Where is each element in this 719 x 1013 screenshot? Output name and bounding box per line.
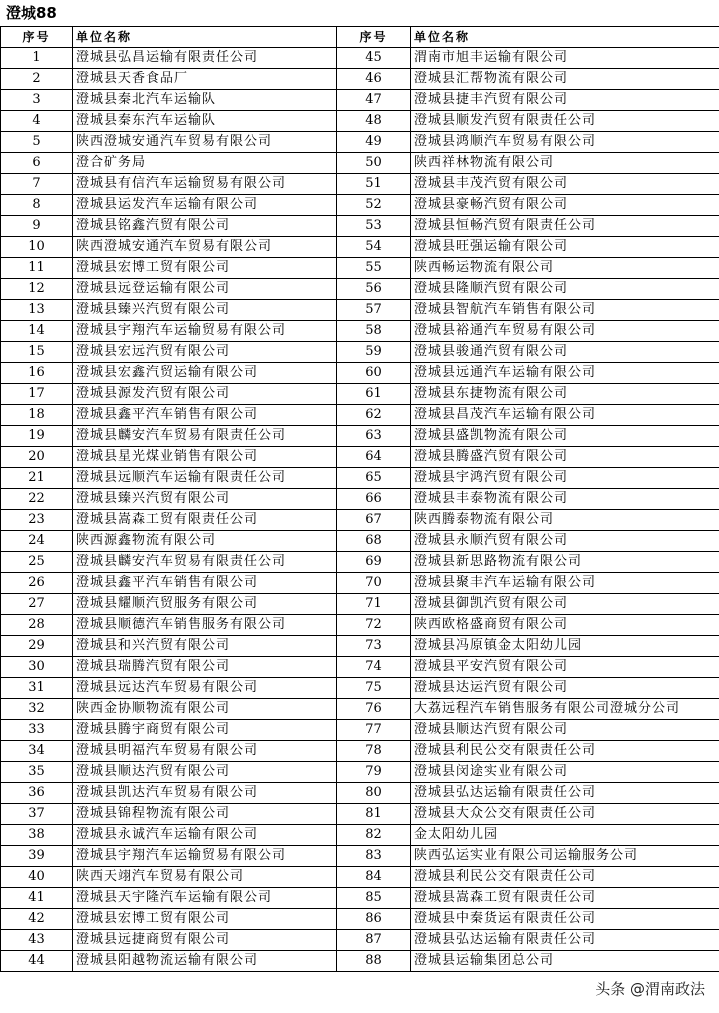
row-number-right: 84 bbox=[337, 867, 411, 888]
company-name-right: 渭南市旭丰运输有限公司 bbox=[411, 48, 719, 69]
table-row bbox=[1, 48, 719, 69]
company-name-right: 澄城县闵途实业有限公司 bbox=[411, 762, 719, 783]
row-number-right: 73 bbox=[337, 636, 411, 657]
row-number-right: 75 bbox=[337, 678, 411, 699]
company-name-right: 澄城县智航汽车销售有限公司 bbox=[411, 300, 719, 321]
row-number-left: 7 bbox=[1, 174, 73, 195]
row-number-left: 28 bbox=[1, 615, 73, 636]
row-number-right: 83 bbox=[337, 846, 411, 867]
company-name-right: 澄城县顺达汽贸有限公司 bbox=[411, 720, 719, 741]
row-number-left: 21 bbox=[1, 468, 73, 489]
row-number-right: 51 bbox=[337, 174, 411, 195]
company-name-left: 陕西金协顺物流有限公司 bbox=[73, 699, 337, 720]
row-number-right: 62 bbox=[337, 405, 411, 426]
table-row bbox=[1, 174, 719, 195]
row-number-right: 47 bbox=[337, 90, 411, 111]
company-name-right: 澄城县骏通汽贸有限公司 bbox=[411, 342, 719, 363]
table-row bbox=[1, 867, 719, 888]
company-name-left: 澄城县永诚汽车运输有限公司 bbox=[73, 825, 337, 846]
row-number-right: 74 bbox=[337, 657, 411, 678]
company-name-right: 澄城县聚丰汽车运输有限公司 bbox=[411, 573, 719, 594]
company-name-left: 澄城县麟安汽车贸易有限责任公司 bbox=[73, 426, 337, 447]
company-name-right: 澄城县御凯汽贸有限公司 bbox=[411, 594, 719, 615]
table-row bbox=[1, 510, 719, 531]
company-name-right: 澄城县东捷物流有限公司 bbox=[411, 384, 719, 405]
row-number-right: 45 bbox=[337, 48, 411, 69]
row-number-right: 53 bbox=[337, 216, 411, 237]
company-name-left: 澄城县臻兴汽贸有限公司 bbox=[73, 489, 337, 510]
row-number-left: 12 bbox=[1, 279, 73, 300]
row-number-left: 25 bbox=[1, 552, 73, 573]
company-name-right: 澄城县顺发汽贸有限责任公司 bbox=[411, 111, 719, 132]
company-name-right: 陕西弘运实业有限公司运输服务公司 bbox=[411, 846, 719, 867]
table-row bbox=[1, 90, 719, 111]
company-name-right: 陕西欧格盛商贸有限公司 bbox=[411, 615, 719, 636]
row-number-left: 39 bbox=[1, 846, 73, 867]
company-name-right: 澄城县鸿顺汽车贸易有限公司 bbox=[411, 132, 719, 153]
table-row bbox=[1, 279, 719, 300]
company-name-left: 澄城县秦北汽车运输队 bbox=[73, 90, 337, 111]
company-name-left: 澄城县远达汽车贸易有限公司 bbox=[73, 678, 337, 699]
company-name-left: 澄城县凯达汽车贸易有限公司 bbox=[73, 783, 337, 804]
company-name-right: 澄城县达运汽贸有限公司 bbox=[411, 678, 719, 699]
row-number-right: 50 bbox=[337, 153, 411, 174]
company-name-right: 澄城县隆顺汽贸有限公司 bbox=[411, 279, 719, 300]
row-number-right: 46 bbox=[337, 69, 411, 90]
company-name-right: 澄城县裕通汽车贸易有限公司 bbox=[411, 321, 719, 342]
table-row bbox=[1, 489, 719, 510]
row-number-left: 1 bbox=[1, 48, 73, 69]
company-name-left: 澄城县秦东汽车运输队 bbox=[73, 111, 337, 132]
row-number-left: 33 bbox=[1, 720, 73, 741]
company-name-left: 澄城县锦程物流有限公司 bbox=[73, 804, 337, 825]
company-name-left: 澄城县耀顺汽贸服务有限公司 bbox=[73, 594, 337, 615]
company-name-left: 澄城县腾宇商贸有限公司 bbox=[73, 720, 337, 741]
company-name-right: 澄城县弘达运输有限责任公司 bbox=[411, 930, 719, 951]
row-number-right: 80 bbox=[337, 783, 411, 804]
row-number-right: 67 bbox=[337, 510, 411, 531]
row-number-right: 54 bbox=[337, 237, 411, 258]
company-name-left: 澄城县宏远汽贸有限公司 bbox=[73, 342, 337, 363]
table-row bbox=[1, 405, 719, 426]
row-number-right: 79 bbox=[337, 762, 411, 783]
company-name-right: 澄城县宇鸿汽贸有限公司 bbox=[411, 468, 719, 489]
company-name-left: 陕西澄城安通汽车贸易有限公司 bbox=[73, 132, 337, 153]
company-name-right: 澄城县昌茂汽车运输有限公司 bbox=[411, 405, 719, 426]
company-name-right: 澄城县利民公交有限责任公司 bbox=[411, 741, 719, 762]
row-number-left: 16 bbox=[1, 363, 73, 384]
row-number-right: 55 bbox=[337, 258, 411, 279]
row-number-left: 19 bbox=[1, 426, 73, 447]
company-name-right: 澄城县运输集团总公司 bbox=[411, 951, 719, 972]
company-name-left: 澄城县运发汽车运输有限公司 bbox=[73, 195, 337, 216]
row-number-left: 27 bbox=[1, 594, 73, 615]
table-row bbox=[1, 804, 719, 825]
table-row bbox=[1, 447, 719, 468]
company-name-left: 陕西源鑫物流有限公司 bbox=[73, 531, 337, 552]
company-name-right: 澄城县中秦货运有限责任公司 bbox=[411, 909, 719, 930]
row-number-left: 11 bbox=[1, 258, 73, 279]
header-row bbox=[1, 27, 719, 48]
row-number-right: 69 bbox=[337, 552, 411, 573]
row-number-left: 8 bbox=[1, 195, 73, 216]
table-row bbox=[1, 573, 719, 594]
company-name-right: 澄城县远通汽车运输有限公司 bbox=[411, 363, 719, 384]
company-name-left: 澄城县天香食品厂 bbox=[73, 69, 337, 90]
table-row bbox=[1, 720, 719, 741]
table-row bbox=[1, 342, 719, 363]
table-row bbox=[1, 363, 719, 384]
header-name-right: 单位名称 bbox=[411, 27, 719, 48]
row-number-left: 26 bbox=[1, 573, 73, 594]
company-name-left: 澄城县星光煤业销售有限公司 bbox=[73, 447, 337, 468]
company-name-left: 澄城县远登运输有限公司 bbox=[73, 279, 337, 300]
table-row bbox=[1, 636, 719, 657]
company-name-left: 澄城县远顺汽车运输有限责任公司 bbox=[73, 468, 337, 489]
table-row bbox=[1, 930, 719, 951]
company-name-left: 澄城县明福汽车贸易有限公司 bbox=[73, 741, 337, 762]
row-number-right: 76 bbox=[337, 699, 411, 720]
company-name-left: 澄城县阳越物流运输有限公司 bbox=[73, 951, 337, 972]
table-row bbox=[1, 237, 719, 258]
row-number-left: 31 bbox=[1, 678, 73, 699]
row-number-right: 86 bbox=[337, 909, 411, 930]
company-name-right: 金太阳幼儿园 bbox=[411, 825, 719, 846]
table-row bbox=[1, 951, 719, 972]
company-name-left: 澄城县顺德汽车销售服务有限公司 bbox=[73, 615, 337, 636]
company-name-left: 澄城县宏博工贸有限公司 bbox=[73, 258, 337, 279]
company-name-right: 澄城县腾盛汽贸有限公司 bbox=[411, 447, 719, 468]
row-number-left: 10 bbox=[1, 237, 73, 258]
company-name-left: 澄城县嵩森工贸有限责任公司 bbox=[73, 510, 337, 531]
row-number-right: 58 bbox=[337, 321, 411, 342]
company-name-left: 澄城县麟安汽车贸易有限责任公司 bbox=[73, 552, 337, 573]
company-name-left: 澄城县弘昌运输有限责任公司 bbox=[73, 48, 337, 69]
row-number-left: 32 bbox=[1, 699, 73, 720]
company-name-right: 陕西祥林物流有限公司 bbox=[411, 153, 719, 174]
header-no-left: 序号 bbox=[1, 27, 73, 48]
row-number-right: 59 bbox=[337, 342, 411, 363]
company-name-left: 澄城县铭鑫汽贸有限公司 bbox=[73, 216, 337, 237]
company-name-left: 澄城县宏博工贸有限公司 bbox=[73, 909, 337, 930]
row-number-left: 30 bbox=[1, 657, 73, 678]
company-name-right: 澄城县平安汽贸有限公司 bbox=[411, 657, 719, 678]
company-name-right: 大荔远程汽车销售服务有限公司澄城分公司 bbox=[411, 699, 719, 720]
row-number-right: 52 bbox=[337, 195, 411, 216]
row-number-left: 9 bbox=[1, 216, 73, 237]
company-name-right: 澄城县盛凯物流有限公司 bbox=[411, 426, 719, 447]
company-name-right: 澄城县丰茂汽贸有限公司 bbox=[411, 174, 719, 195]
company-name-right: 澄城县旺强运输有限公司 bbox=[411, 237, 719, 258]
table-row bbox=[1, 909, 719, 930]
row-number-left: 18 bbox=[1, 405, 73, 426]
row-number-right: 82 bbox=[337, 825, 411, 846]
table-row bbox=[1, 300, 719, 321]
company-name-left: 澄城县瑞腾汽贸有限公司 bbox=[73, 657, 337, 678]
row-number-left: 22 bbox=[1, 489, 73, 510]
row-number-left: 37 bbox=[1, 804, 73, 825]
company-name-left: 陕西澄城安通汽车贸易有限公司 bbox=[73, 237, 337, 258]
company-name-right: 澄城县冯原镇金太阳幼儿园 bbox=[411, 636, 719, 657]
table-row bbox=[1, 384, 719, 405]
company-name-left: 澄城县源发汽贸有限公司 bbox=[73, 384, 337, 405]
row-number-left: 13 bbox=[1, 300, 73, 321]
table-row bbox=[1, 594, 719, 615]
row-number-right: 66 bbox=[337, 489, 411, 510]
row-number-right: 88 bbox=[337, 951, 411, 972]
company-name-right: 澄城县捷丰汽贸有限公司 bbox=[411, 90, 719, 111]
table-row bbox=[1, 678, 719, 699]
row-number-left: 44 bbox=[1, 951, 73, 972]
company-name-left: 澄城县臻兴汽贸有限公司 bbox=[73, 300, 337, 321]
row-number-right: 65 bbox=[337, 468, 411, 489]
row-number-left: 34 bbox=[1, 741, 73, 762]
row-number-right: 60 bbox=[337, 363, 411, 384]
company-name-left: 澄城县顺达汽贸有限公司 bbox=[73, 762, 337, 783]
row-number-left: 24 bbox=[1, 531, 73, 552]
company-name-right: 澄城县永顺汽贸有限公司 bbox=[411, 531, 719, 552]
header-no-right: 序号 bbox=[337, 27, 411, 48]
row-number-right: 78 bbox=[337, 741, 411, 762]
table-row bbox=[1, 552, 719, 573]
table-row bbox=[1, 741, 719, 762]
row-number-left: 17 bbox=[1, 384, 73, 405]
company-name-right: 澄城县利民公交有限责任公司 bbox=[411, 867, 719, 888]
row-number-left: 38 bbox=[1, 825, 73, 846]
company-name-left: 澄城县天宇隆汽车运输有限公司 bbox=[73, 888, 337, 909]
row-number-right: 56 bbox=[337, 279, 411, 300]
row-number-right: 68 bbox=[337, 531, 411, 552]
table-row bbox=[1, 825, 719, 846]
row-number-left: 29 bbox=[1, 636, 73, 657]
row-number-left: 2 bbox=[1, 69, 73, 90]
row-number-right: 61 bbox=[337, 384, 411, 405]
row-number-left: 23 bbox=[1, 510, 73, 531]
row-number-right: 87 bbox=[337, 930, 411, 951]
row-number-left: 14 bbox=[1, 321, 73, 342]
company-name-left: 澄城县远捷商贸有限公司 bbox=[73, 930, 337, 951]
row-number-left: 6 bbox=[1, 153, 73, 174]
company-name-right: 澄城县豪畅汽贸有限公司 bbox=[411, 195, 719, 216]
table-row bbox=[1, 69, 719, 90]
row-number-right: 49 bbox=[337, 132, 411, 153]
table-row bbox=[1, 216, 719, 237]
row-number-right: 48 bbox=[337, 111, 411, 132]
table-row bbox=[1, 615, 719, 636]
company-name-left: 澄城县和兴汽贸有限公司 bbox=[73, 636, 337, 657]
table-row bbox=[1, 468, 719, 489]
table-row bbox=[1, 426, 719, 447]
row-number-left: 42 bbox=[1, 909, 73, 930]
company-name-right: 澄城县新思路物流有限公司 bbox=[411, 552, 719, 573]
table-row bbox=[1, 111, 719, 132]
watermark: 头条 @渭南政法 bbox=[595, 980, 705, 998]
company-name-left: 澄城县有信汽车运输贸易有限公司 bbox=[73, 174, 337, 195]
row-number-left: 4 bbox=[1, 111, 73, 132]
company-name-right: 澄城县丰泰物流有限公司 bbox=[411, 489, 719, 510]
row-number-right: 71 bbox=[337, 594, 411, 615]
company-name-left: 澄城县宏鑫汽贸运输有限公司 bbox=[73, 363, 337, 384]
company-name-right: 澄城县弘达运输有限责任公司 bbox=[411, 783, 719, 804]
company-name-right: 澄城县汇帮物流有限公司 bbox=[411, 69, 719, 90]
header-name-left: 单位名称 bbox=[73, 27, 337, 48]
table-row bbox=[1, 321, 719, 342]
row-number-left: 3 bbox=[1, 90, 73, 111]
table-row bbox=[1, 762, 719, 783]
row-number-left: 40 bbox=[1, 867, 73, 888]
company-name-right: 澄城县大众公交有限责任公司 bbox=[411, 804, 719, 825]
company-name-right: 陕西畅运物流有限公司 bbox=[411, 258, 719, 279]
company-name-left: 澄城县鑫平汽车销售有限公司 bbox=[73, 573, 337, 594]
table-row bbox=[1, 258, 719, 279]
table-row bbox=[1, 657, 719, 678]
row-number-left: 20 bbox=[1, 447, 73, 468]
company-table bbox=[0, 26, 719, 972]
row-number-right: 70 bbox=[337, 573, 411, 594]
table-row bbox=[1, 153, 719, 174]
table-row bbox=[1, 195, 719, 216]
row-number-left: 41 bbox=[1, 888, 73, 909]
company-name-right: 澄城县嵩森工贸有限责任公司 bbox=[411, 888, 719, 909]
row-number-right: 64 bbox=[337, 447, 411, 468]
sheet-title: 澄城88 bbox=[6, 4, 57, 22]
table-row bbox=[1, 783, 719, 804]
row-number-right: 63 bbox=[337, 426, 411, 447]
company-name-right: 陕西腾泰物流有限公司 bbox=[411, 510, 719, 531]
company-name-left: 澄城县鑫平汽车销售有限公司 bbox=[73, 405, 337, 426]
table-body bbox=[1, 48, 719, 972]
table-row bbox=[1, 888, 719, 909]
row-number-right: 85 bbox=[337, 888, 411, 909]
row-number-left: 5 bbox=[1, 132, 73, 153]
table-row bbox=[1, 531, 719, 552]
company-name-left: 澄合矿务局 bbox=[73, 153, 337, 174]
company-name-left: 澄城县宇翔汽车运输贸易有限公司 bbox=[73, 321, 337, 342]
row-number-right: 77 bbox=[337, 720, 411, 741]
row-number-left: 35 bbox=[1, 762, 73, 783]
row-number-right: 81 bbox=[337, 804, 411, 825]
row-number-right: 72 bbox=[337, 615, 411, 636]
table-row bbox=[1, 132, 719, 153]
company-name-left: 澄城县宇翔汽车运输贸易有限公司 bbox=[73, 846, 337, 867]
company-name-left: 陕西天翊汽车贸易有限公司 bbox=[73, 867, 337, 888]
table-row bbox=[1, 846, 719, 867]
row-number-left: 36 bbox=[1, 783, 73, 804]
row-number-left: 15 bbox=[1, 342, 73, 363]
row-number-left: 43 bbox=[1, 930, 73, 951]
company-name-right: 澄城县恒畅汽贸有限责任公司 bbox=[411, 216, 719, 237]
table-row bbox=[1, 699, 719, 720]
row-number-right: 57 bbox=[337, 300, 411, 321]
